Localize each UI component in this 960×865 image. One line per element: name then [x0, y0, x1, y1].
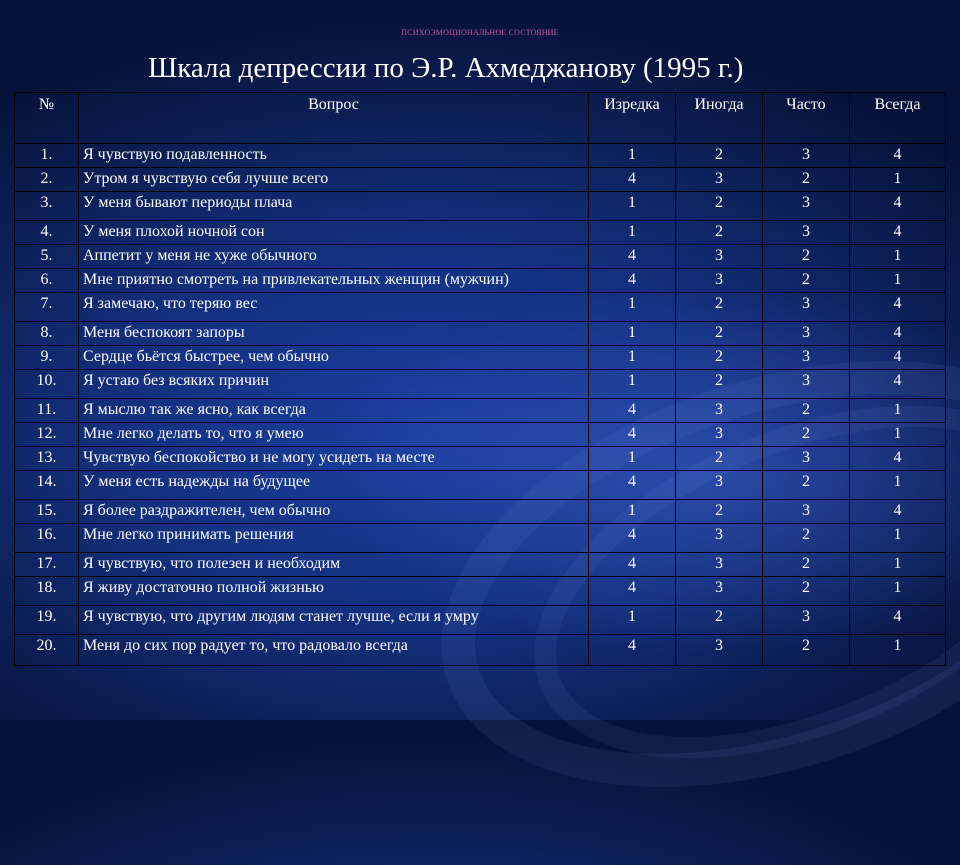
score-often: 3 — [763, 370, 850, 399]
header-sometimes: Иногда — [676, 93, 763, 144]
row-question: У меня бывают периоды плача — [79, 192, 589, 221]
score-always: 4 — [850, 500, 946, 524]
score-often: 3 — [763, 293, 850, 322]
table-row — [15, 346, 946, 370]
slide-title: Шкала депрессии по Э.Р. Ахмеджанову (1995 г.) — [148, 52, 744, 84]
score-often: 2 — [763, 168, 850, 192]
table-row — [15, 524, 946, 553]
row-question: Я замечаю, что теряю вес — [79, 293, 589, 322]
score-often: 2 — [763, 635, 850, 666]
score-always: 1 — [850, 524, 946, 553]
table-row — [15, 144, 946, 168]
score-sometimes: 3 — [676, 553, 763, 577]
row-question: Я живу достаточно полной жизнью — [79, 577, 589, 606]
table-row — [15, 293, 946, 322]
score-rarely: 4 — [589, 423, 676, 447]
row-number: 6. — [15, 269, 79, 293]
score-always: 1 — [850, 399, 946, 423]
score-always: 1 — [850, 168, 946, 192]
score-always: 4 — [850, 346, 946, 370]
row-number: 2. — [15, 168, 79, 192]
table-row — [15, 269, 946, 293]
score-rarely: 4 — [589, 269, 676, 293]
row-number: 3. — [15, 192, 79, 221]
row-number: 20. — [15, 635, 79, 666]
row-question: У меня плохой ночной сон — [79, 221, 589, 245]
score-sometimes: 2 — [676, 192, 763, 221]
table-body — [15, 144, 946, 666]
score-always: 4 — [850, 322, 946, 346]
score-often: 2 — [763, 471, 850, 500]
score-sometimes: 3 — [676, 168, 763, 192]
row-question: Я чувствую подавленность — [79, 144, 589, 168]
row-question: Утром я чувствую себя лучше всего — [79, 168, 589, 192]
score-often: 2 — [763, 269, 850, 293]
row-number: 9. — [15, 346, 79, 370]
score-sometimes: 2 — [676, 447, 763, 471]
score-often: 3 — [763, 322, 850, 346]
row-number: 19. — [15, 606, 79, 635]
score-always: 1 — [850, 577, 946, 606]
score-always: 1 — [850, 269, 946, 293]
table-row — [15, 500, 946, 524]
row-number: 11. — [15, 399, 79, 423]
score-sometimes: 3 — [676, 577, 763, 606]
score-rarely: 1 — [589, 221, 676, 245]
score-rarely: 1 — [589, 346, 676, 370]
score-rarely: 4 — [589, 553, 676, 577]
score-often: 2 — [763, 423, 850, 447]
score-rarely: 1 — [589, 447, 676, 471]
score-often: 3 — [763, 192, 850, 221]
header-question: Вопрос — [79, 93, 589, 144]
table-row — [15, 245, 946, 269]
score-always: 4 — [850, 293, 946, 322]
score-sometimes: 3 — [676, 471, 763, 500]
score-rarely: 4 — [589, 245, 676, 269]
header-number: № — [15, 93, 79, 144]
score-often: 2 — [763, 245, 850, 269]
score-sometimes: 3 — [676, 399, 763, 423]
score-always: 4 — [850, 447, 946, 471]
row-question: Аппетит у меня не хуже обычного — [79, 245, 589, 269]
score-always: 4 — [850, 221, 946, 245]
header-often: Часто — [763, 93, 850, 144]
row-question: Меня беспокоят запоры — [79, 322, 589, 346]
row-question: Мне приятно смотреть на привлекательных женщин (мужчин) — [79, 269, 589, 293]
score-often: 2 — [763, 553, 850, 577]
row-number: 13. — [15, 447, 79, 471]
score-always: 4 — [850, 370, 946, 399]
score-rarely: 1 — [589, 606, 676, 635]
row-number: 18. — [15, 577, 79, 606]
table-row — [15, 168, 946, 192]
score-often: 3 — [763, 144, 850, 168]
score-sometimes: 2 — [676, 293, 763, 322]
score-rarely: 4 — [589, 471, 676, 500]
row-question: Я чувствую, что полезен и необходим — [79, 553, 589, 577]
score-sometimes: 3 — [676, 423, 763, 447]
header-rarely: Изредка — [589, 93, 676, 144]
score-sometimes: 2 — [676, 144, 763, 168]
table-row — [15, 322, 946, 346]
score-always: 1 — [850, 553, 946, 577]
score-rarely: 4 — [589, 577, 676, 606]
score-sometimes: 3 — [676, 635, 763, 666]
row-number: 4. — [15, 221, 79, 245]
row-number: 7. — [15, 293, 79, 322]
score-rarely: 4 — [589, 399, 676, 423]
row-question: Сердце бьётся быстрее, чем обычно — [79, 346, 589, 370]
score-often: 3 — [763, 606, 850, 635]
score-often: 3 — [763, 500, 850, 524]
slide-subtitle: ПСИХОЭМОЦИОНАЛЬНОЕ СОСТОЯНИЕ — [401, 28, 559, 37]
table-row — [15, 399, 946, 423]
score-sometimes: 2 — [676, 500, 763, 524]
score-sometimes: 3 — [676, 524, 763, 553]
row-question: Меня до сих пор радует то, что радовало всегда — [79, 635, 589, 666]
score-often: 2 — [763, 399, 850, 423]
score-often: 2 — [763, 524, 850, 553]
score-sometimes: 2 — [676, 346, 763, 370]
score-sometimes: 2 — [676, 370, 763, 399]
score-sometimes: 3 — [676, 245, 763, 269]
score-rarely: 1 — [589, 500, 676, 524]
score-always: 4 — [850, 144, 946, 168]
table-row — [15, 471, 946, 500]
table-row — [15, 577, 946, 606]
table-header-row — [15, 93, 946, 144]
score-rarely: 4 — [589, 635, 676, 666]
row-question: Мне легко делать то, что я умею — [79, 423, 589, 447]
score-always: 1 — [850, 423, 946, 447]
table-row — [15, 192, 946, 221]
score-sometimes: 2 — [676, 322, 763, 346]
row-number: 1. — [15, 144, 79, 168]
row-question: Чувствую беспокойство и не могу усидеть на месте — [79, 447, 589, 471]
row-question: Я более раздражителен, чем обычно — [79, 500, 589, 524]
score-often: 3 — [763, 221, 850, 245]
score-rarely: 1 — [589, 293, 676, 322]
score-often: 2 — [763, 577, 850, 606]
row-number: 5. — [15, 245, 79, 269]
score-rarely: 1 — [589, 370, 676, 399]
score-sometimes: 2 — [676, 221, 763, 245]
score-always: 1 — [850, 635, 946, 666]
row-question: У меня есть надежды на будущее — [79, 471, 589, 500]
score-always: 4 — [850, 606, 946, 635]
score-often: 3 — [763, 447, 850, 471]
table-row — [15, 553, 946, 577]
table-row — [15, 221, 946, 245]
row-number: 8. — [15, 322, 79, 346]
row-number: 14. — [15, 471, 79, 500]
row-question: Я мыслю так же ясно, как всегда — [79, 399, 589, 423]
row-question: Я устаю без всяких причин — [79, 370, 589, 399]
score-rarely: 1 — [589, 322, 676, 346]
score-sometimes: 3 — [676, 269, 763, 293]
header-always: Всегда — [850, 93, 946, 144]
table-row — [15, 635, 946, 666]
score-always: 1 — [850, 471, 946, 500]
row-question: Мне легко принимать решения — [79, 524, 589, 553]
table-row — [15, 447, 946, 471]
row-number: 10. — [15, 370, 79, 399]
score-rarely: 1 — [589, 144, 676, 168]
score-always: 4 — [850, 192, 946, 221]
score-often: 3 — [763, 346, 850, 370]
row-question: Я чувствую, что другим людям станет лучше, если я умру — [79, 606, 589, 635]
row-number: 17. — [15, 553, 79, 577]
table-row — [15, 606, 946, 635]
table-row — [15, 423, 946, 447]
score-always: 1 — [850, 245, 946, 269]
table-row — [15, 370, 946, 399]
score-sometimes: 2 — [676, 606, 763, 635]
row-number: 15. — [15, 500, 79, 524]
row-number: 16. — [15, 524, 79, 553]
depression-scale-table — [14, 92, 946, 666]
row-number: 12. — [15, 423, 79, 447]
score-rarely: 4 — [589, 524, 676, 553]
score-rarely: 1 — [589, 192, 676, 221]
score-rarely: 4 — [589, 168, 676, 192]
